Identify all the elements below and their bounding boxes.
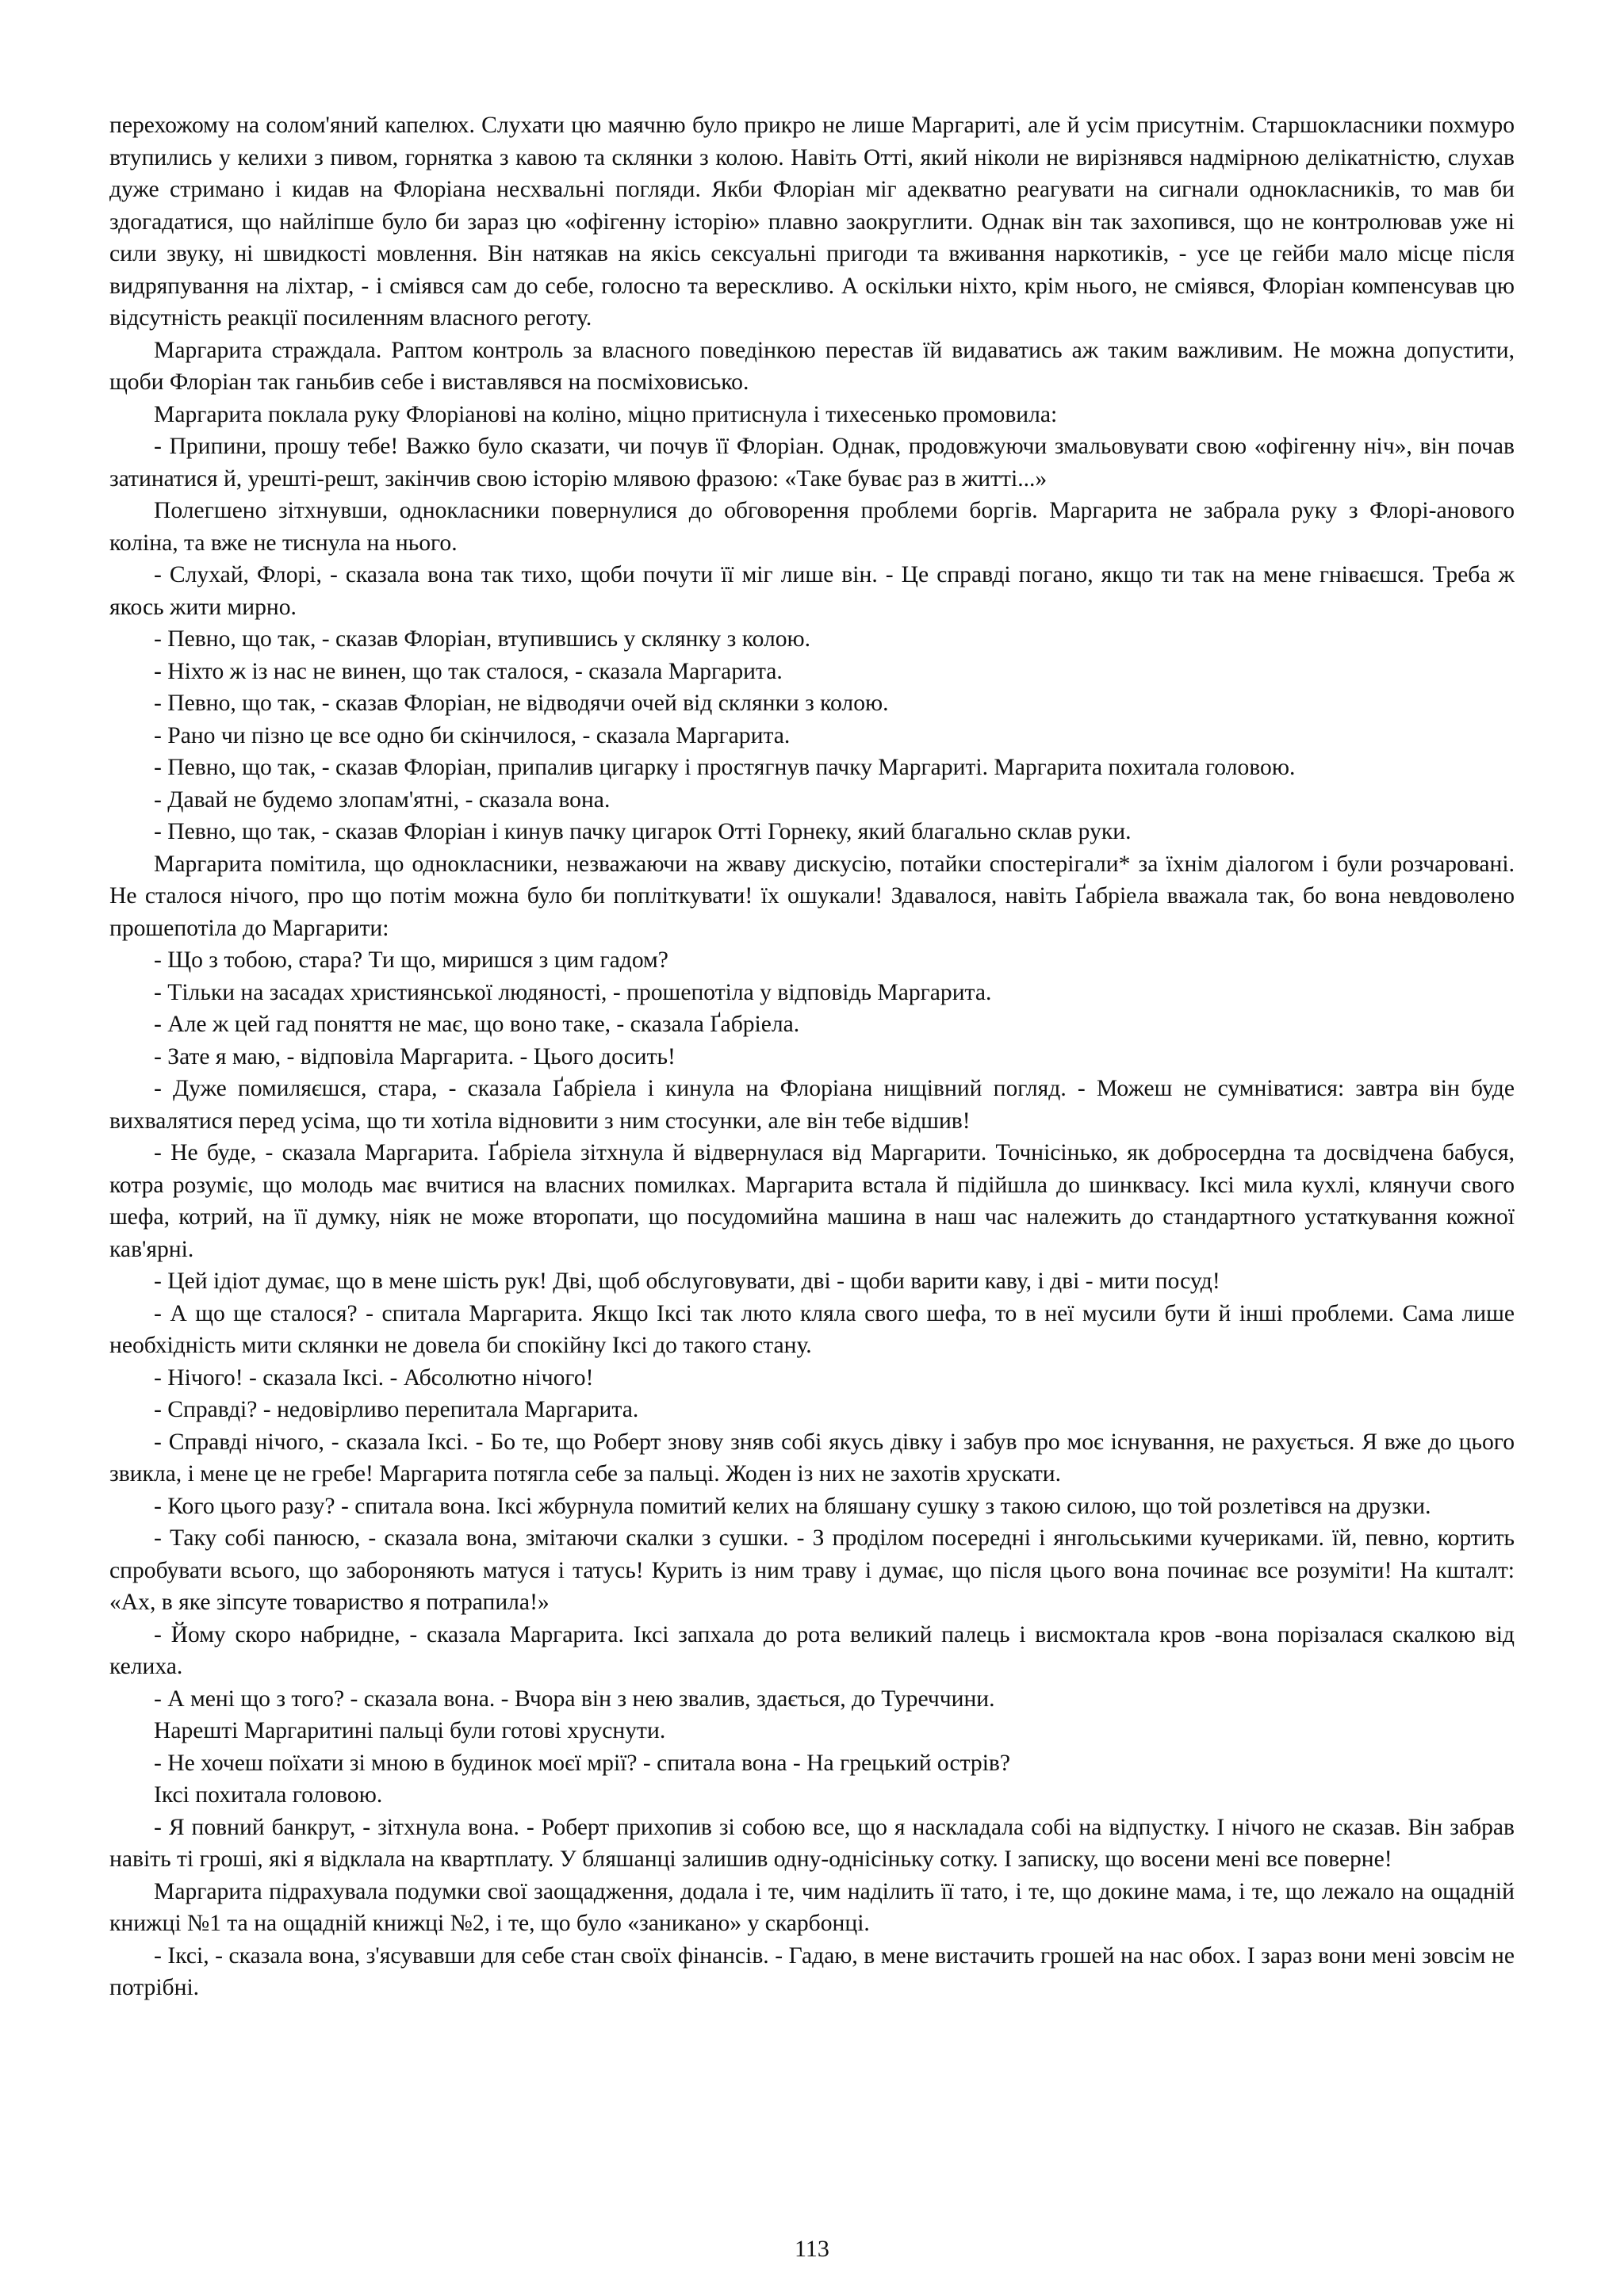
paragraph: - Таку собі панюсю, - сказала вона, змітаючи скалки з сушки. - З проділом посередні і янгольськими кучериками. їй, певно, кортить спробувати всього, що забороняють матуся і татусь! Курить із ним траву і думає, що після цього вона починає все розуміти! На кшталт: «Ах, в яке зіпсуте товариство я потрапила!» xyxy=(109,1525,1515,1615)
paragraph: - Зате я маю, - відповіла Маргарита. - Цього досить! xyxy=(154,1043,676,1070)
paragraph: - Кого цього разу? - спитала вона. Іксі жбурнула помитий келих на бляшану сушку з такою силою, що той розлетівся на друзки. xyxy=(154,1493,1431,1519)
paragraph: - Що з тобою, стара? Ти що, миришся з цим гадом? xyxy=(154,947,668,973)
paragraph: - Певно, що так, - сказав Флоріан і кинув пачку цигарок Отті Горнеку, який благально склав руки. xyxy=(154,819,1132,844)
paragraph: - Я повний банкрут, - зітхнула вона. - Роберт прихопив зі собою все, що я наскладала собі на відпустку. І нічого не сказав. Він забрав навіть ті гроші, які я відклала на квартплату. У бляшанці залишив одну-однісіньку сотку. І записку, що восени мені все поверне! xyxy=(109,1814,1515,1872)
paragraph: - Ніхто ж із нас не винен, що так сталося, - сказала Маргарита. xyxy=(154,658,783,684)
paragraph: Іксі похитала головою. xyxy=(154,1782,383,1808)
paragraph: - Тільки на засадах християнської людяності, - прошепотіла у відповідь Маргарита. xyxy=(154,979,992,1005)
paragraph: - Дуже помиляєшся, стара, - сказала Ґабріела і кинула на Флоріана нищівний погляд. - Можеш не сумніватися: завтра він буде вихвалятися перед усіма, що ти хотіла відновити з ним стосунки, але він тебе відшив! xyxy=(109,1076,1515,1134)
paragraph: Нарешті Маргаритині пальці були готові хруснути. xyxy=(154,1718,666,1743)
paragraph: - А мені що з того? - сказала вона. - Вчора він з нею звалив, здається, до Туреччини. xyxy=(154,1686,995,1712)
paragraph: Полегшено зітхнувши, однокласники повернулися до обговорення проблеми боргів. Маргарита не забрала руку з Флорі-анового коліна, та вже не тиснула на нього. xyxy=(109,498,1515,556)
paragraph: - Не буде, - сказала Маргарита. Ґабріела зітхнула й відвернулася від Маргарити. Точнісінько, як добросердна та досвідчена бабуся, котра розуміє, що молодь має вчитися на власних помилках. Маргарита встала й підійшла до шинквасу. Іксі мила кухлі, клянучи свого шефа, котрий, на її думку, ніяк не може второпати, що посудомийна машина в наш час належить до стандартного устаткування кожної кав'ярні. xyxy=(109,1140,1515,1262)
paragraph: - Цей ідіот думає, що в мене шість рук! Дві, щоб обслуговувати, дві - щоби варити каву, і дві - мити посуд! xyxy=(154,1269,1220,1294)
paragraph: - Певно, що так, - сказав Флоріан, не відводячи очей від склянки з колою. xyxy=(154,691,889,716)
paragraph: - Справді нічого, - сказала Іксі. - Бо те, що Роберт знову зняв собі якусь дівку і забув про моє існування, не рахується. Я вже до цього звикла, і мене це не гребе! Маргарита потягла себе за пальці. Жоден із них не захотів хрускати. xyxy=(109,1429,1515,1487)
paragraph: - А що ще сталося? - спитала Маргарита. Якщо Іксі так люто кляла свого шефа, то в неї мусили бути й інші проблеми. Сама лише необхідність мити склянки не довела би спокійну Іксі до такого стану. xyxy=(109,1300,1515,1358)
paragraph: - Іксі, - сказала вона, з'ясувавши для себе стан своїх фінансів. - Гадаю, в мене вистачить грошей на нас обох. І зараз вони мені зовсім не потрібні. xyxy=(109,1942,1515,2000)
paragraph: - Рано чи пізно це все одно би скінчилося, - сказала Маргарита. xyxy=(154,722,791,748)
paragraph: Маргарита поклала руку Флоріанові на коліно, міцно притиснула і тихесенько промовила: xyxy=(154,401,1058,427)
paragraph: перехожому на солом'яний капелюх. Слухати цю маячню було прикро не лише Маргариті, але й усім присутнім. Старшокласники похмуро втупились у келихи з пивом, горнятка з кавою та склянки з колою. Навіть Отті, який ніколи не вирізнявся надмірною делікатністю, слухав дуже стримано і кидав на Флоріана несхвальні погляди. Якби Флоріан міг адекватно реагувати на сигнали однокласників, то мав би здогадатися, що найліпше було би зараз цю «офігенну історію» плавно заокруглити. Однак він так захопився, що не контролював уже ні сили звуку, ні швидкості мовлення. Він натякав на якісь сексуальні пригоди та вживання наркотиків, - усе це гейби мало місце після видряпування на ліхтар, - і сміявся сам до себе, голосно та верескливо. А оскільки ніхто, крім нього, не сміявся, Флоріан компенсував цю відсутність реакції посиленням власного реготу. xyxy=(109,113,1515,331)
paragraph: - Але ж цей гад поняття не має, що воно таке, - сказала Ґабріела. xyxy=(154,1012,800,1037)
paragraph: - Слухай, Флорі, - сказала вона так тихо, щоби почути її міг лише він. - Це справді погано, якщо ти так на мене гніваєшся. Треба ж якось жити мирно. xyxy=(109,562,1515,620)
paragraph: - Припини, прошу тебе! Важко було сказати, чи почув її Флоріан. Однак, продовжуючи змальовувати свою «офігенну ніч», він почав затинатися й, урешті-решт, закінчив свою історію млявою фразою: «Таке буває раз в житті...» xyxy=(109,434,1515,492)
paragraph: Маргарита підрахувала подумки свої заощадження, додала і те, чим наділить її тато, і те, що докине мама, і те, що лежало на ощадній книжці №1 та на ощадній книжці №2, і те, що було «заникано» у скарбонці. xyxy=(109,1878,1515,1936)
paragraph: - Певно, що так, - сказав Флоріан, втупившись у склянку з колою. xyxy=(154,626,811,652)
page-number: 113 xyxy=(795,2236,829,2262)
paragraph: - Давай не будемо злопам'ятні, - сказала вона. xyxy=(154,786,611,813)
paragraph: Маргарита страждала. Раптом контроль за власного поведінкою перестав їй видаватись аж таким важливим. Не можна допустити, щоби Флоріан так ганьбив себе і виставлявся на посміховисько. xyxy=(109,337,1515,395)
paragraph: - Йому скоро набридне, - сказала Маргарита. Іксі запхала до рота великий палець і висмоктала кров -вона порізалася скалкою від келиха. xyxy=(109,1621,1515,1679)
paragraph: - Певно, що так, - сказав Флоріан, припалив цигарку і простягнув пачку Маргариті. Маргарита похитала головою. xyxy=(154,755,1296,780)
paragraph: - Справді? - недовірливо перепитала Маргарита. xyxy=(154,1397,639,1422)
paragraph: Маргарита помітила, що однокласники, незважаючи на жваву дискусію, потайки спостерігали* за їхнім діалогом і були розчаровані. Не сталося нічого, про що потім можна було би попліткувати! їх ошукали! Здавалося, навіть Ґабріела вважала так, бо вона невдоволено прошепотіла до Маргарити: xyxy=(109,851,1515,941)
paragraph: - Не хочеш поїхати зі мною в будинок моєї мрії? - спитала вона - На грецький острів? xyxy=(154,1750,1011,1776)
page-text xyxy=(109,109,1515,2004)
paragraph: - Нічого! - сказала Іксі. - Абсолютно нічого! xyxy=(154,1364,594,1391)
